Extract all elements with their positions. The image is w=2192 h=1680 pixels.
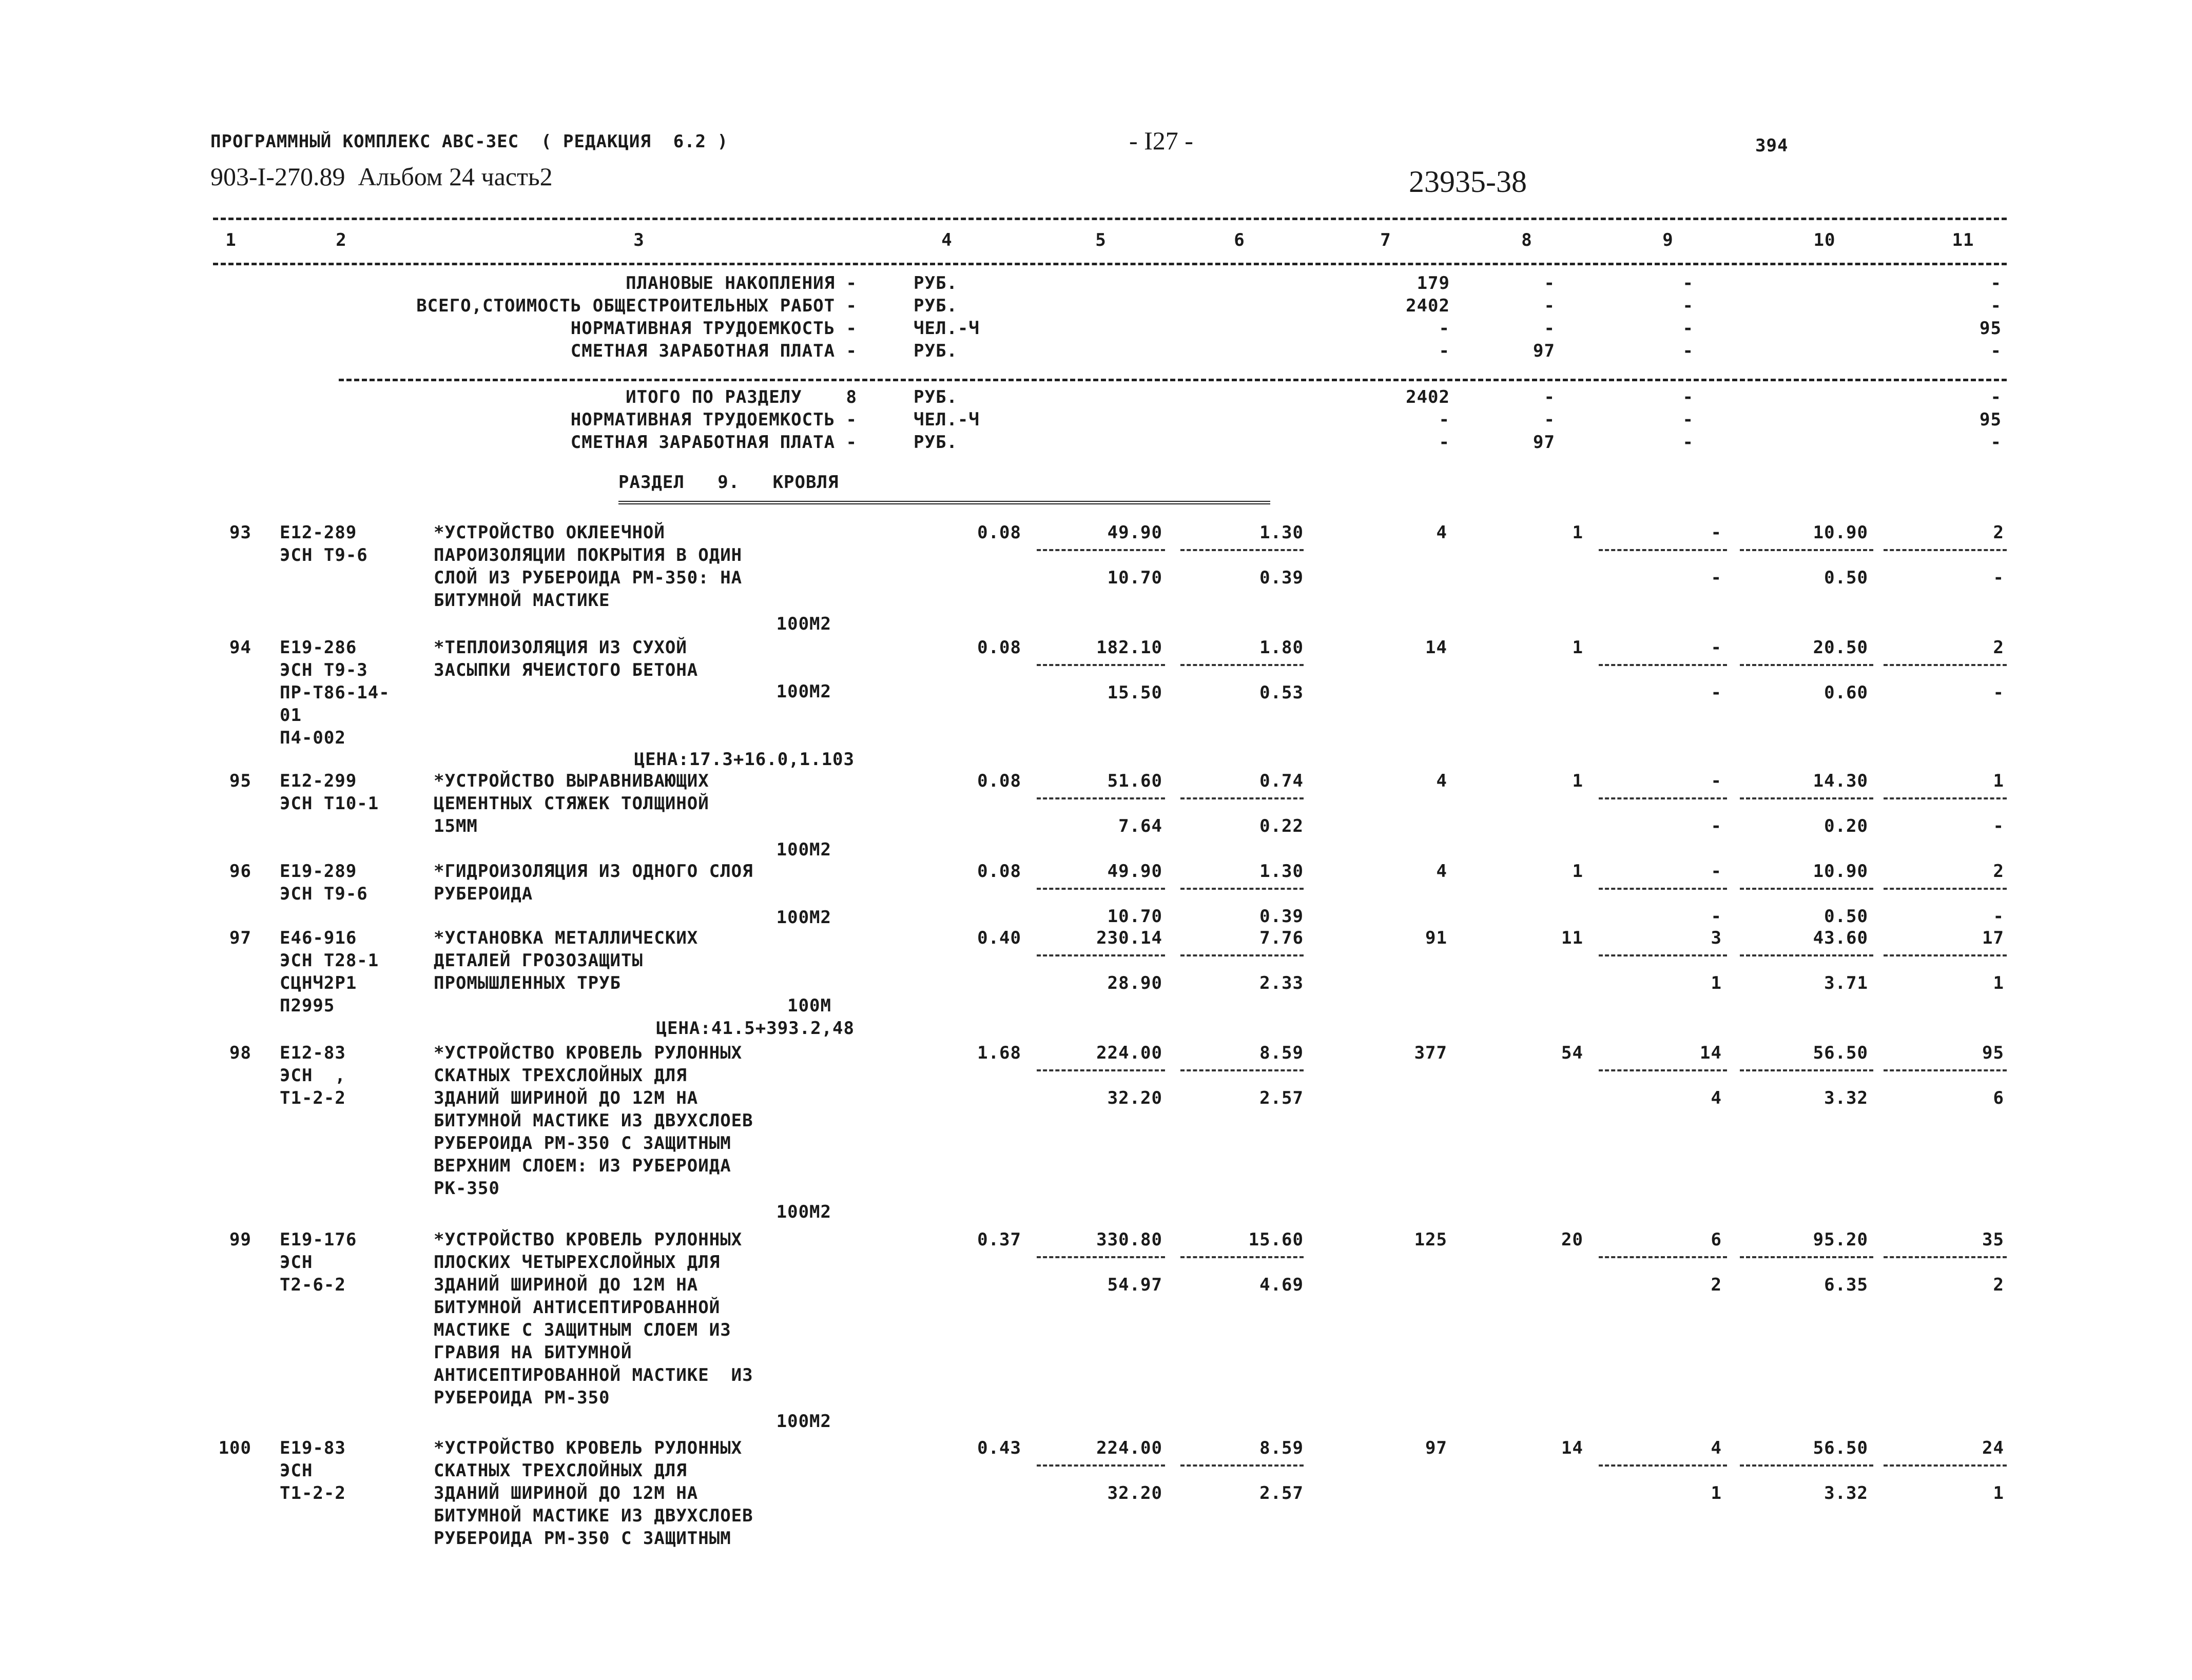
summary-top-label: ПЛАНОВЫЕ НАКОПЛЕНИЯ - xyxy=(626,273,857,294)
sheet-number: 394 xyxy=(1755,135,1789,156)
entry-unit-cost: 330.80 xyxy=(1096,1229,1162,1250)
summary-section-label: СМЕТНАЯ ЗАРАБОТНАЯ ПЛАТА - xyxy=(570,432,857,453)
summary-top-col11: - xyxy=(1990,296,2002,316)
entry-machine-wage: - xyxy=(1711,816,1722,836)
entry-description: ЗАСЫПКИ ЯЧЕИСТОГО БЕТОНА xyxy=(434,660,699,680)
entry-total-hours: 1 xyxy=(1993,771,2004,791)
summary-top-col9: - xyxy=(1682,341,1694,361)
entry-unit: 100М xyxy=(787,995,831,1016)
column-header-5: 5 xyxy=(1095,230,1107,250)
column-header-10: 10 xyxy=(1813,230,1836,250)
entry-unit-cost: 230.14 xyxy=(1096,928,1162,948)
entry-hours-machine: - xyxy=(1993,906,2004,927)
entry-description: РУБЕРОИДА РМ-350 xyxy=(434,1388,610,1408)
entry-code: Е19-289 xyxy=(280,861,357,882)
entry-divider xyxy=(1740,664,1873,666)
entry-unit-wage: 54.97 xyxy=(1107,1275,1162,1295)
entry-number: 99 xyxy=(229,1229,251,1250)
entry-divider xyxy=(1180,1069,1304,1071)
entry-description: ПАРОИЗОЛЯЦИИ ПОКРЫТИЯ В ОДИН xyxy=(434,545,743,565)
entry-labor-machine: 3.32 xyxy=(1824,1483,1868,1503)
entry-unit-hours: 2.57 xyxy=(1259,1483,1304,1503)
entry-code: Е19-176 xyxy=(280,1229,357,1250)
entry-number: 97 xyxy=(229,928,251,948)
entry-code: СЦНЧ2Р1 xyxy=(280,973,357,993)
entry-divider xyxy=(1884,549,2007,551)
entry-description: МАСТИКЕ С ЗАЩИТНЫМ СЛОЕМ ИЗ xyxy=(434,1320,731,1340)
entry-divider xyxy=(1884,797,2007,799)
entry-total-wage: 54 xyxy=(1561,1043,1583,1063)
entry-divider xyxy=(1037,888,1165,890)
entry-divider xyxy=(1599,888,1727,890)
entry-hours-machine: - xyxy=(1993,568,2004,588)
column-header-6: 6 xyxy=(1234,230,1245,250)
document-code: 23935-38 xyxy=(1409,165,1527,199)
entry-unit-cost: 49.90 xyxy=(1107,861,1162,882)
entry-divider xyxy=(1180,954,1304,956)
entry-labor-machine: 0.50 xyxy=(1824,568,1868,588)
entry-total-hours: 17 xyxy=(1982,928,2004,948)
entry-divider xyxy=(1180,888,1304,890)
entry-quantity: 0.40 xyxy=(977,928,1021,948)
entry-divider xyxy=(1599,797,1727,799)
entry-divider xyxy=(1740,888,1873,890)
header-top-rule xyxy=(213,218,2007,220)
entry-number: 94 xyxy=(229,637,251,658)
entry-code: Т1-2-2 xyxy=(280,1088,346,1108)
entry-labor-rate: 14.30 xyxy=(1813,771,1868,791)
entry-number: 100 xyxy=(218,1438,251,1458)
entry-total-hours: 2 xyxy=(1993,522,2004,543)
entry-divider xyxy=(1599,1464,1727,1467)
entry-code: 01 xyxy=(280,705,302,726)
entry-description: БИТУМНОЙ МАСТИКЕ xyxy=(434,590,610,611)
entry-description: ДЕТАЛЕЙ ГРОЗОЗАЩИТЫ xyxy=(434,950,643,971)
entry-unit-hours: 0.39 xyxy=(1259,906,1304,927)
entry-total-cost: 97 xyxy=(1425,1438,1447,1458)
summary-section-col7: - xyxy=(1439,409,1450,430)
summary-section-col9: - xyxy=(1682,409,1694,430)
summary-section-col7: - xyxy=(1439,432,1450,453)
entry-code: ПР-Т86-14- xyxy=(280,682,390,703)
entry-number: 93 xyxy=(229,522,251,543)
entry-divider xyxy=(1180,664,1304,666)
entry-total-wage: 1 xyxy=(1572,861,1583,882)
entry-description: ВЕРХНИМ СЛОЕМ: ИЗ РУБЕРОИДА xyxy=(434,1156,731,1176)
entry-code: ЭСН xyxy=(280,1252,313,1273)
entry-unit-labor: 0.74 xyxy=(1259,771,1304,791)
entry-total-hours: 2 xyxy=(1993,861,2004,882)
summary-top-unit: РУБ. xyxy=(914,341,958,361)
entry-divider xyxy=(1884,1256,2007,1258)
entry-code: ЭСН Т9-3 xyxy=(280,660,368,680)
entry-divider xyxy=(1740,549,1873,551)
summary-section-label: НОРМАТИВНАЯ ТРУДОЕМКОСТЬ - xyxy=(570,409,857,430)
entry-description: РУБЕРОИДА xyxy=(434,884,533,904)
summary-top-unit: РУБ. xyxy=(914,273,958,294)
summary-top-unit: ЧЕЛ.-Ч xyxy=(914,318,980,339)
entry-total-cost: 125 xyxy=(1414,1229,1447,1250)
entry-description: ПРОМЫШЛЕННЫХ ТРУБ xyxy=(434,973,621,993)
summary-top-col7: - xyxy=(1439,341,1450,361)
entry-labor-machine: 0.60 xyxy=(1824,682,1868,703)
entry-divider xyxy=(1599,1256,1727,1258)
entry-machine-cost: - xyxy=(1711,771,1722,791)
entry-unit-hours: 0.39 xyxy=(1259,568,1304,588)
entry-divider xyxy=(1740,954,1873,956)
entry-code: ЭСН Т9-6 xyxy=(280,545,368,565)
entry-labor-rate: 56.50 xyxy=(1813,1043,1868,1063)
summary-top-label: СМЕТНАЯ ЗАРАБОТНАЯ ПЛАТА - xyxy=(570,341,857,361)
entry-number: 98 xyxy=(229,1043,251,1063)
entry-unit-hours: 2.33 xyxy=(1259,973,1304,993)
entry-description: ПЛОСКИХ ЧЕТЫРЕХСЛОЙНЫХ ДЛЯ xyxy=(434,1252,721,1273)
entry-description: *ГИДРОИЗОЛЯЦИЯ ИЗ ОДНОГО СЛОЯ xyxy=(434,861,753,882)
entry-hours-machine: 1 xyxy=(1993,973,2004,993)
entry-divider xyxy=(1037,954,1165,956)
entry-code: Е12-299 xyxy=(280,771,357,791)
column-header-9: 9 xyxy=(1662,230,1674,250)
entry-description: *УСТРОЙСТВО КРОВЕЛЬ РУЛОННЫХ xyxy=(434,1438,743,1458)
entry-machine-cost: 3 xyxy=(1711,928,1722,948)
entry-divider xyxy=(1180,1256,1304,1258)
entry-unit-hours: 0.22 xyxy=(1259,816,1304,836)
page-number: - I27 - xyxy=(1129,126,1193,155)
entry-total-hours: 2 xyxy=(1993,637,2004,658)
entry-description: СКАТНЫХ ТРЕХСЛОЙНЫХ ДЛЯ xyxy=(434,1065,687,1086)
summary-section-col8: - xyxy=(1544,409,1555,430)
summary-section-col8: 97 xyxy=(1533,432,1555,453)
entry-total-cost: 4 xyxy=(1436,522,1447,543)
entry-labor-machine: 3.32 xyxy=(1824,1088,1868,1108)
column-header-4: 4 xyxy=(941,230,953,250)
summary-top-col11: - xyxy=(1990,273,2002,294)
entry-divider xyxy=(1037,1464,1165,1467)
entry-code: Е19-83 xyxy=(280,1438,346,1458)
entry-code: ЭСН Т10-1 xyxy=(280,793,379,814)
entry-description: ЦЕМЕНТНЫХ СТЯЖЕК ТОЛЩИНОЙ xyxy=(434,793,709,814)
entry-total-cost: 4 xyxy=(1436,861,1447,882)
entry-labor-machine: 3.71 xyxy=(1824,973,1868,993)
entry-divider xyxy=(1037,1069,1165,1071)
summary-section-col8: - xyxy=(1544,387,1555,407)
entry-divider xyxy=(1740,797,1873,799)
summary-top-col7: 2402 xyxy=(1406,296,1450,316)
entry-unit-hours: 0.53 xyxy=(1259,682,1304,703)
entry-unit-labor: 7.76 xyxy=(1259,928,1304,948)
entry-machine-cost: 14 xyxy=(1700,1043,1722,1063)
entry-description: РК-350 xyxy=(434,1178,500,1199)
entry-description: ЗДАНИЙ ШИРИНОЙ ДО 12М НА xyxy=(434,1483,699,1503)
entry-machine-wage: - xyxy=(1711,906,1722,927)
summary-top-col7: 179 xyxy=(1417,273,1450,294)
entry-code: П4-002 xyxy=(280,728,346,748)
entry-labor-machine: 0.50 xyxy=(1824,906,1868,927)
entry-unit: 100М2 xyxy=(776,614,831,634)
entry-divider xyxy=(1884,888,2007,890)
column-header-2: 2 xyxy=(336,230,347,250)
entry-price-formula: ЦЕНА:41.5+393.2,48 xyxy=(656,1018,855,1039)
entry-unit: 100М2 xyxy=(776,1411,831,1432)
entry-divider xyxy=(1599,549,1727,551)
entry-hours-machine: 2 xyxy=(1993,1275,2004,1295)
entry-number: 95 xyxy=(229,771,251,791)
entry-description: *УСТРОЙСТВО ОКЛЕЕЧНОЙ xyxy=(434,522,665,543)
entry-quantity: 0.08 xyxy=(977,522,1021,543)
entry-divider xyxy=(1599,954,1727,956)
entry-quantity: 0.08 xyxy=(977,637,1021,658)
summary-section-col7: 2402 xyxy=(1406,387,1450,407)
summary-section-col11: - xyxy=(1990,432,2002,453)
entry-unit: 100М2 xyxy=(776,681,831,702)
entry-unit-labor: 8.59 xyxy=(1259,1438,1304,1458)
entry-unit: 100М2 xyxy=(776,1202,831,1222)
entry-divider xyxy=(1599,1069,1727,1071)
entry-divider xyxy=(1740,1256,1873,1258)
summary-top-col8: - xyxy=(1544,318,1555,339)
summary-top-label: НОРМАТИВНАЯ ТРУДОЕМКОСТЬ - xyxy=(570,318,857,339)
entry-machine-cost: - xyxy=(1711,637,1722,658)
entry-labor-rate: 10.90 xyxy=(1813,861,1868,882)
entry-price-formula: ЦЕНА:17.3+16.0,1.103 xyxy=(634,749,855,770)
entry-divider xyxy=(1740,1069,1873,1071)
entry-unit-hours: 4.69 xyxy=(1259,1275,1304,1295)
entry-code: Т1-2-2 xyxy=(280,1483,346,1503)
summary-divider-rule xyxy=(339,379,2007,381)
section-title: РАЗДЕЛ 9. КРОВЛЯ xyxy=(618,472,839,493)
entry-description: *ТЕПЛОИЗОЛЯЦИЯ ИЗ СУХОЙ xyxy=(434,637,687,658)
entry-unit-cost: 49.90 xyxy=(1107,522,1162,543)
summary-top-col7: - xyxy=(1439,318,1450,339)
entry-description: РУБЕРОИДА РМ-350 С ЗАЩИТНЫМ xyxy=(434,1133,731,1154)
entry-unit-labor: 1.30 xyxy=(1259,522,1304,543)
entry-unit-cost: 224.00 xyxy=(1096,1438,1162,1458)
entry-hours-machine: - xyxy=(1993,682,2004,703)
entry-description: *УСТРОЙСТВО КРОВЕЛЬ РУЛОННЫХ xyxy=(434,1229,743,1250)
entry-unit-labor: 8.59 xyxy=(1259,1043,1304,1063)
entry-divider xyxy=(1037,797,1165,799)
summary-section-col9: - xyxy=(1682,387,1694,407)
entry-total-wage: 20 xyxy=(1561,1229,1583,1250)
summary-top-unit: РУБ. xyxy=(914,296,958,316)
entry-machine-cost: - xyxy=(1711,861,1722,882)
entry-machine-wage: 1 xyxy=(1711,1483,1722,1503)
entry-description: ЗДАНИЙ ШИРИНОЙ ДО 12М НА xyxy=(434,1275,699,1295)
entry-machine-wage: - xyxy=(1711,568,1722,588)
entry-total-wage: 11 xyxy=(1561,928,1583,948)
entry-total-wage: 14 xyxy=(1561,1438,1583,1458)
summary-section-col11: 95 xyxy=(1980,409,2002,430)
entry-code: Е19-286 xyxy=(280,637,357,658)
entry-unit-hours: 2.57 xyxy=(1259,1088,1304,1108)
entry-unit-wage: 15.50 xyxy=(1107,682,1162,703)
summary-top-col9: - xyxy=(1682,318,1694,339)
entry-description: АНТИСЕПТИРОВАННОЙ МАСТИКЕ ИЗ xyxy=(434,1365,753,1385)
entry-machine-wage: 1 xyxy=(1711,973,1722,993)
entry-labor-machine: 0.20 xyxy=(1824,816,1868,836)
entry-labor-rate: 95.20 xyxy=(1813,1229,1868,1250)
entry-description: *УСТАНОВКА МЕТАЛЛИЧЕСКИХ xyxy=(434,928,699,948)
entry-code: Е12-83 xyxy=(280,1043,346,1063)
entry-machine-cost: - xyxy=(1711,522,1722,543)
entry-unit-labor: 1.80 xyxy=(1259,637,1304,658)
summary-section-label: ИТОГО ПО РАЗДЕЛУ 8 xyxy=(626,387,857,407)
entry-divider xyxy=(1180,797,1304,799)
entry-code: ЭСН Т9-6 xyxy=(280,884,368,904)
entry-total-cost: 91 xyxy=(1425,928,1447,948)
summary-top-col9: - xyxy=(1682,273,1694,294)
summary-section-unit: ЧЕЛ.-Ч xyxy=(914,409,980,430)
entry-description: БИТУМНОЙ МАСТИКЕ ИЗ ДВУХСЛОЕВ xyxy=(434,1506,753,1526)
entry-total-hours: 24 xyxy=(1982,1438,2004,1458)
entry-machine-cost: 4 xyxy=(1711,1438,1722,1458)
entry-quantity: 0.37 xyxy=(977,1229,1021,1250)
entry-divider xyxy=(1599,664,1727,666)
entry-description: ЗДАНИЙ ШИРИНОЙ ДО 12М НА xyxy=(434,1088,699,1108)
entry-quantity: 1.68 xyxy=(977,1043,1021,1063)
entry-divider xyxy=(1037,549,1165,551)
entry-description: 15ММ xyxy=(434,816,478,836)
entry-divider xyxy=(1180,1464,1304,1467)
entry-unit-cost: 182.10 xyxy=(1096,637,1162,658)
entry-unit-labor: 15.60 xyxy=(1248,1229,1304,1250)
entry-quantity: 0.08 xyxy=(977,861,1021,882)
column-header-3: 3 xyxy=(633,230,645,250)
entry-machine-wage: 4 xyxy=(1711,1088,1722,1108)
entry-hours-machine: 1 xyxy=(1993,1483,2004,1503)
summary-top-col11: - xyxy=(1990,341,2002,361)
entry-labor-rate: 10.90 xyxy=(1813,522,1868,543)
column-header-1: 1 xyxy=(225,230,237,250)
entry-code: Е46-916 xyxy=(280,928,357,948)
entry-description: *УСТРОЙСТВО КРОВЕЛЬ РУЛОННЫХ xyxy=(434,1043,743,1063)
entry-unit-wage: 10.70 xyxy=(1107,568,1162,588)
entry-quantity: 0.43 xyxy=(977,1438,1021,1458)
entry-machine-cost: 6 xyxy=(1711,1229,1722,1250)
entry-divider xyxy=(1740,1464,1873,1467)
entry-total-hours: 95 xyxy=(1982,1043,2004,1063)
entry-labor-rate: 20.50 xyxy=(1813,637,1868,658)
entry-description: *УСТРОЙСТВО ВЫРАВНИВАЮЩИХ xyxy=(434,771,709,791)
entry-labor-machine: 6.35 xyxy=(1824,1275,1868,1295)
entry-unit: 100М2 xyxy=(776,839,831,860)
entry-description: РУБЕРОИДА РМ-350 С ЗАЩИТНЫМ xyxy=(434,1528,731,1549)
entry-code: Е12-289 xyxy=(280,522,357,543)
summary-top-col8: 97 xyxy=(1533,341,1555,361)
entry-total-wage: 1 xyxy=(1572,522,1583,543)
entry-unit-wage: 28.90 xyxy=(1107,973,1162,993)
entry-unit-wage: 10.70 xyxy=(1107,906,1162,927)
summary-section-col9: - xyxy=(1682,432,1694,453)
summary-top-col8: - xyxy=(1544,296,1555,316)
summary-top-label: ВСЕГО,СТОИМОСТЬ ОБЩЕСТРОИТЕЛЬНЫХ РАБОТ - xyxy=(416,296,857,316)
entry-labor-rate: 56.50 xyxy=(1813,1438,1868,1458)
entry-code: П2995 xyxy=(280,995,335,1016)
entry-total-wage: 1 xyxy=(1572,771,1583,791)
entry-total-cost: 4 xyxy=(1436,771,1447,791)
header-bottom-rule xyxy=(213,263,2007,265)
entry-labor-rate: 43.60 xyxy=(1813,928,1868,948)
entry-divider xyxy=(1884,954,2007,956)
entry-divider xyxy=(1884,664,2007,666)
entry-description: БИТУМНОЙ МАСТИКЕ ИЗ ДВУХСЛОЕВ xyxy=(434,1110,753,1131)
summary-top-col8: - xyxy=(1544,273,1555,294)
summary-section-col11: - xyxy=(1990,387,2002,407)
entry-divider xyxy=(1884,1464,2007,1467)
entry-description: ГРАВИЯ НА БИТУМНОЙ xyxy=(434,1342,632,1363)
entry-total-cost: 14 xyxy=(1425,637,1447,658)
entry-divider xyxy=(1884,1069,2007,1071)
entry-total-hours: 35 xyxy=(1982,1229,2004,1250)
entry-description: СКАТНЫХ ТРЕХСЛОЙНЫХ ДЛЯ xyxy=(434,1460,687,1481)
project-code: 903-I-270.89 Альбом 24 часть2 xyxy=(210,162,553,191)
summary-top-col11: 95 xyxy=(1980,318,2002,339)
summary-section-unit: РУБ. xyxy=(914,432,958,453)
section-title-underline xyxy=(618,501,1270,504)
entry-unit-wage: 32.20 xyxy=(1107,1088,1162,1108)
entry-unit: 100М2 xyxy=(776,907,831,928)
entry-unit-wage: 7.64 xyxy=(1118,816,1162,836)
column-header-8: 8 xyxy=(1521,230,1533,250)
entry-unit-cost: 224.00 xyxy=(1096,1043,1162,1063)
column-header-11: 11 xyxy=(1952,230,1974,250)
entry-code: Т2-6-2 xyxy=(280,1275,346,1295)
program-name: ПРОГРАММНЫЙ КОМПЛЕКС АВС-3ЕС ( РЕДАКЦИЯ 6.2 ) xyxy=(210,131,729,152)
entry-hours-machine: 6 xyxy=(1993,1088,2004,1108)
entry-divider xyxy=(1037,1256,1165,1258)
entry-divider xyxy=(1180,549,1304,551)
entry-machine-wage: 2 xyxy=(1711,1275,1722,1295)
summary-top-col9: - xyxy=(1682,296,1694,316)
column-header-7: 7 xyxy=(1380,230,1391,250)
entry-number: 96 xyxy=(229,861,251,882)
entry-quantity: 0.08 xyxy=(977,771,1021,791)
entry-machine-wage: - xyxy=(1711,682,1722,703)
entry-total-cost: 377 xyxy=(1414,1043,1447,1063)
entry-description: БИТУМНОЙ АНТИСЕПТИРОВАННОЙ xyxy=(434,1297,721,1318)
entry-code: ЭСН Т28-1 xyxy=(280,950,379,971)
entry-unit-cost: 51.60 xyxy=(1107,771,1162,791)
entry-hours-machine: - xyxy=(1993,816,2004,836)
entry-description: СЛОЙ ИЗ РУБЕРОИДА РМ-350: НА xyxy=(434,568,743,588)
entry-code: ЭСН xyxy=(280,1460,313,1481)
summary-section-unit: РУБ. xyxy=(914,387,958,407)
entry-unit-wage: 32.20 xyxy=(1107,1483,1162,1503)
entry-divider xyxy=(1037,664,1165,666)
entry-unit-labor: 1.30 xyxy=(1259,861,1304,882)
entry-total-wage: 1 xyxy=(1572,637,1583,658)
entry-code: ЭСН , xyxy=(280,1065,346,1086)
